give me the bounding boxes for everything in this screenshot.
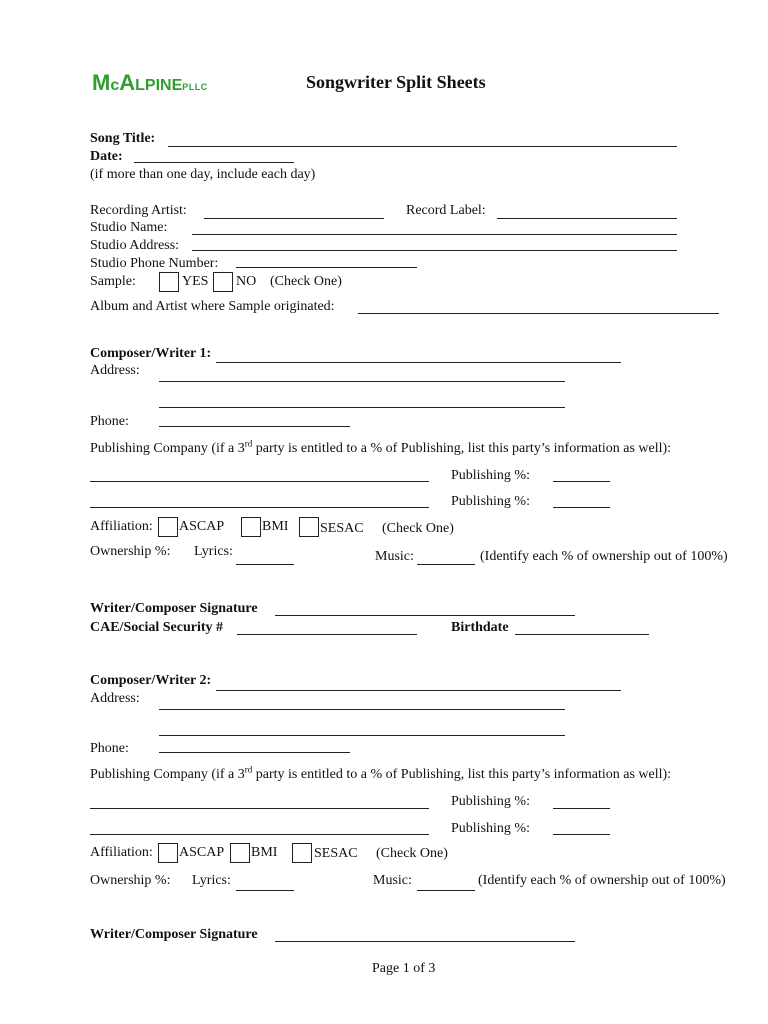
writer1-cae-label: CAE/Social Security # (90, 620, 223, 635)
writer1-signature-field[interactable] (275, 615, 575, 616)
writer2-phone-label: Phone: (90, 741, 129, 756)
studio-phone-field[interactable] (236, 267, 417, 268)
writer1-heading: Composer/Writer 1: (90, 346, 212, 361)
writer1-signature-label: Writer/Composer Signature (90, 601, 258, 616)
logo-letter-m: M (92, 70, 111, 95)
writer2-identify-note: (Identify each % of ownership out of 100%) (478, 873, 726, 888)
writer2-signature-field[interactable] (275, 941, 575, 942)
writer1-lyrics-label: Lyrics: (194, 544, 233, 559)
studio-address-label: Studio Address: (90, 238, 180, 253)
date-field[interactable] (134, 162, 294, 163)
album-origin-field[interactable] (358, 313, 719, 314)
writer2-ownership-label: Ownership %: (90, 873, 171, 888)
sample-check-one: (Check One) (270, 274, 342, 289)
logo-letters-lpine: LPINE (135, 77, 183, 94)
writer2-heading: Composer/Writer 2: (90, 673, 212, 688)
writer1-birthdate-field[interactable] (515, 634, 649, 635)
writer2-bmi-checkbox[interactable] (230, 843, 250, 863)
writer2-bmi-label: BMI (251, 845, 278, 860)
writer1-address-label: Address: (90, 363, 140, 378)
sample-yes-checkbox[interactable] (159, 272, 179, 292)
studio-name-field[interactable] (192, 234, 677, 235)
writer1-address-field-2[interactable] (159, 407, 565, 408)
writer1-check-one: (Check One) (382, 521, 454, 536)
writer2-publishing-pct-label-1: Publishing %: (451, 794, 530, 809)
writer2-signature-label: Writer/Composer Signature (90, 927, 258, 942)
sample-no-checkbox[interactable] (213, 272, 233, 292)
writer1-publishing-pct-field-1[interactable] (553, 481, 610, 482)
record-label-field[interactable] (497, 218, 677, 219)
writer2-music-label: Music: (373, 873, 412, 888)
writer1-publishing-pct-label-1: Publishing %: (451, 468, 530, 483)
writer1-lyrics-field[interactable] (236, 564, 294, 565)
album-origin-label: Album and Artist where Sample originated: (90, 299, 335, 314)
writer2-lyrics-field[interactable] (236, 890, 294, 891)
sample-no-label: NO (236, 274, 257, 289)
date-note: (if more than one day, include each day) (90, 167, 316, 182)
recording-artist-field[interactable] (204, 218, 384, 219)
writer1-publishing-note: Publishing Company (if a 3rd party is entitled to a % of Publishing, list this party’s information as well): (90, 438, 672, 456)
writer2-address-field-2[interactable] (159, 735, 565, 736)
record-label-label: Record Label: (406, 203, 486, 218)
writer1-name-field[interactable] (216, 362, 621, 363)
writer2-address-field-1[interactable] (159, 709, 565, 710)
writer1-ascap-checkbox[interactable] (158, 517, 178, 537)
writer2-publishing-pct-label-2: Publishing %: (451, 821, 530, 836)
recording-artist-label: Recording Artist: (90, 203, 187, 218)
logo-pllc: PLLC (182, 82, 208, 92)
writer1-music-label: Music: (375, 549, 414, 564)
logo-letter-c: c (110, 77, 120, 94)
writer1-phone-label: Phone: (90, 414, 129, 429)
studio-name-label: Studio Name: (90, 220, 168, 235)
writer2-sesac-checkbox[interactable] (292, 843, 312, 863)
writer2-ascap-checkbox[interactable] (158, 843, 178, 863)
writer1-address-field-1[interactable] (159, 381, 565, 382)
writer1-publisher-field-1[interactable] (90, 481, 429, 482)
page-title: Songwriter Split Sheets (306, 72, 486, 92)
writer1-sesac-checkbox[interactable] (299, 517, 319, 537)
writer1-publishing-pct-label-2: Publishing %: (451, 494, 530, 509)
writer2-lyrics-label: Lyrics: (192, 873, 231, 888)
writer2-address-label: Address: (90, 691, 140, 706)
writer1-publisher-field-2[interactable] (90, 507, 429, 508)
writer1-sesac-label: SESAC (320, 521, 364, 536)
writer1-affiliation-label: Affiliation: (90, 519, 153, 534)
song-title-label: Song Title: (90, 131, 156, 146)
writer1-bmi-label: BMI (262, 519, 289, 534)
studio-phone-label: Studio Phone Number: (90, 256, 219, 271)
writer2-ascap-label: ASCAP (179, 845, 225, 860)
writer1-ownership-label: Ownership %: (90, 544, 171, 559)
writer1-cae-field[interactable] (237, 634, 417, 635)
writer1-ascap-label: ASCAP (179, 519, 225, 534)
writer1-birthdate-label: Birthdate (451, 620, 509, 635)
mcalpine-logo (92, 70, 208, 96)
writer2-music-field[interactable] (417, 890, 475, 891)
writer2-check-one: (Check One) (376, 846, 448, 861)
studio-address-field[interactable] (192, 250, 677, 251)
sample-label: Sample: (90, 274, 136, 289)
writer2-affiliation-label: Affiliation: (90, 845, 153, 860)
writer2-name-field[interactable] (216, 690, 621, 691)
writer2-publishing-pct-field-1[interactable] (553, 808, 610, 809)
writer1-publishing-pct-field-2[interactable] (553, 507, 610, 508)
writer2-sesac-label: SESAC (314, 846, 358, 861)
logo-letter-a: A (119, 70, 136, 95)
writer1-identify-note: (Identify each % of ownership out of 100%) (480, 549, 728, 564)
writer2-publisher-field-2[interactable] (90, 834, 429, 835)
song-title-field[interactable] (168, 146, 677, 147)
writer2-phone-field[interactable] (159, 752, 350, 753)
page-number: Page 1 of 3 (372, 961, 436, 976)
writer1-phone-field[interactable] (159, 426, 350, 427)
date-label: Date: (90, 149, 123, 164)
writer1-bmi-checkbox[interactable] (241, 517, 261, 537)
writer2-publishing-note: Publishing Company (if a 3rd party is entitled to a % of Publishing, list this party’s information as well): (90, 764, 672, 782)
writer2-publishing-pct-field-2[interactable] (553, 834, 610, 835)
sample-yes-label: YES (182, 274, 209, 289)
writer1-music-field[interactable] (417, 564, 475, 565)
writer2-publisher-field-1[interactable] (90, 808, 429, 809)
